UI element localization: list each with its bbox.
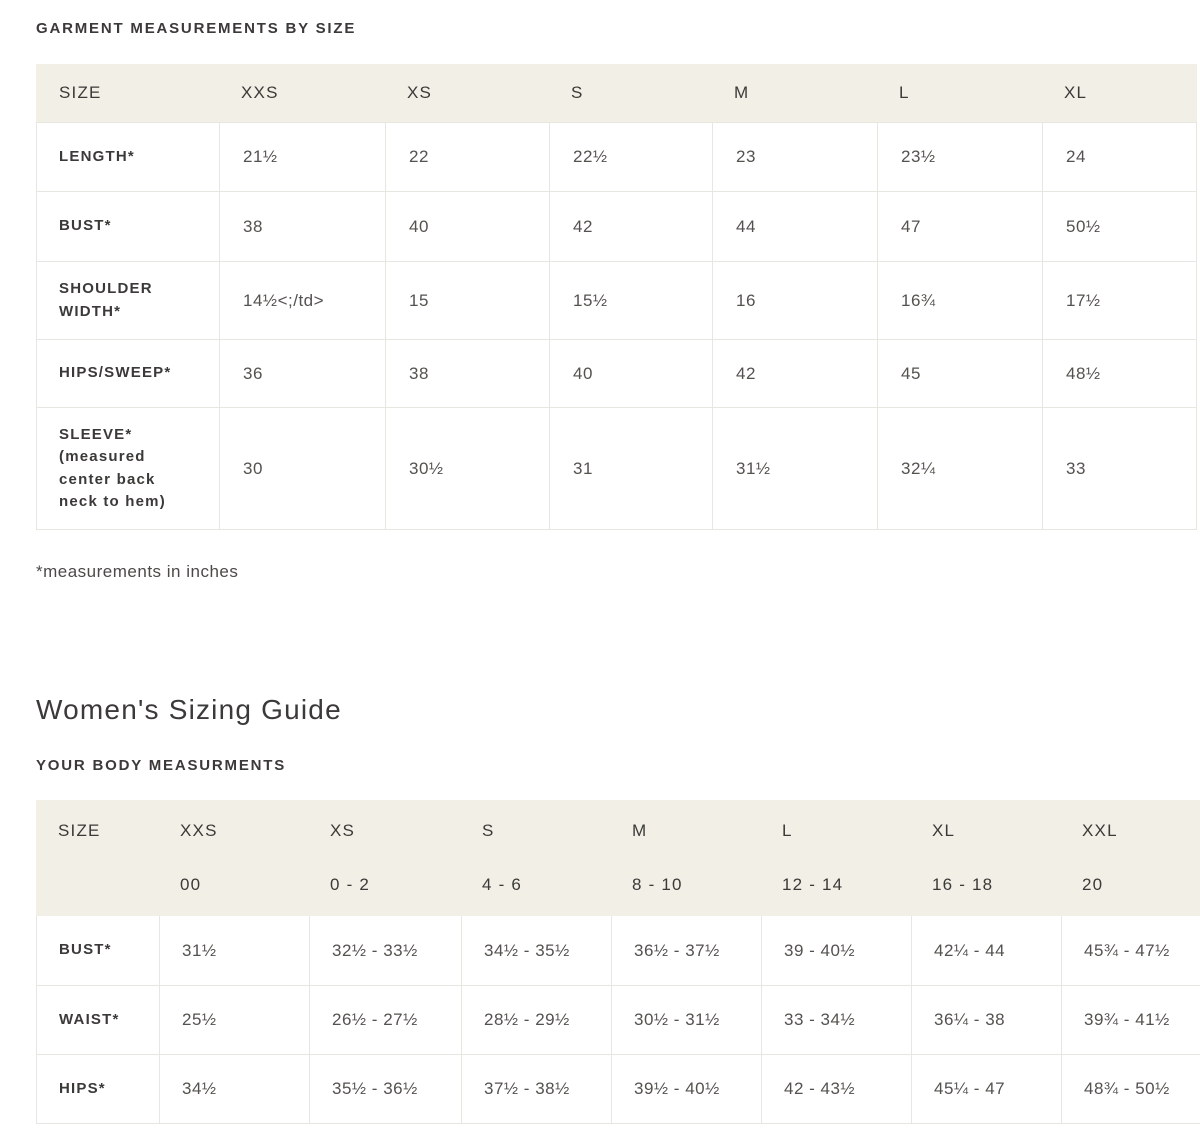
sizing-guide-title: Women's Sizing Guide — [36, 694, 342, 725]
table-cell: 30½ — [385, 408, 549, 529]
garment-table-header-row — [36, 64, 1197, 122]
table-cell: 48¾ - 50½ — [1061, 1055, 1200, 1123]
body-measurements-table — [36, 800, 1200, 1124]
table-cell: 48½ — [1042, 340, 1197, 407]
size-range: 8 - 10 — [632, 875, 683, 894]
table-cell: 33 — [1042, 408, 1197, 529]
table-cell: 22 — [385, 123, 549, 191]
size-range: 4 - 6 — [482, 875, 523, 894]
table-cell: 38 — [219, 192, 385, 261]
body-table-body — [36, 916, 1200, 1124]
row-label-text: BUST* — [59, 217, 112, 235]
row-label — [37, 1055, 159, 1123]
size-label: XL — [932, 821, 956, 840]
row-label — [37, 916, 159, 985]
table-cell: 42 — [549, 192, 712, 261]
column-header-xl — [910, 800, 1060, 916]
row-label-text: LENGTH* — [59, 147, 135, 165]
row-label — [37, 123, 219, 191]
table-cell: 15½ — [549, 262, 712, 339]
size-range: 0 - 2 — [330, 875, 371, 894]
row-label-text: SLEEVE* (measured center back neck to hem) — [59, 425, 166, 510]
table-cell: 23 — [712, 123, 877, 191]
body-measurements-heading: YOUR BODY MEASURMENTS — [36, 757, 287, 774]
table-cell: 35½ - 36½ — [309, 1055, 461, 1123]
row-label — [37, 340, 219, 407]
table-row-hips — [37, 1054, 1200, 1123]
table-cell: 38 — [385, 340, 549, 407]
row-label — [37, 262, 219, 339]
table-cell: 39½ - 40½ — [611, 1055, 761, 1123]
table-cell: 42¼ - 44 — [911, 916, 1061, 985]
table-cell: 50½ — [1042, 192, 1197, 261]
column-header-l — [760, 800, 910, 916]
column-header-s — [460, 800, 610, 916]
table-cell: 42 — [712, 340, 877, 407]
table-cell: 39 - 40½ — [761, 916, 911, 985]
row-label — [37, 192, 219, 261]
table-cell: 14½<;/td> — [219, 262, 385, 339]
table-cell: 30½ - 31½ — [611, 986, 761, 1054]
table-cell: 31 — [549, 408, 712, 529]
table-cell: 44 — [712, 192, 877, 261]
table-cell: 39¾ - 41½ — [1061, 986, 1200, 1054]
row-label-text: SHOULDER WIDTH* — [59, 280, 153, 320]
table-cell: 23½ — [877, 123, 1042, 191]
table-cell: 36½ - 37½ — [611, 916, 761, 985]
table-cell: 22½ — [549, 123, 712, 191]
garment-table-body — [36, 122, 1197, 530]
size-label: L — [782, 821, 793, 840]
table-cell: 17½ — [1042, 262, 1197, 339]
table-cell: 15 — [385, 262, 549, 339]
table-row-bust — [37, 191, 1196, 261]
size-label: XXL — [1082, 821, 1118, 840]
table-row-waist — [37, 985, 1200, 1054]
size-range: 12 - 14 — [782, 875, 844, 894]
table-cell: 30 — [219, 408, 385, 529]
measurements-footnote: *measurements in inches — [36, 562, 239, 581]
column-header-xxs — [158, 800, 308, 916]
body-table-header-row — [36, 800, 1200, 916]
column-header-xs — [308, 800, 460, 916]
table-cell: 37½ - 38½ — [461, 1055, 611, 1123]
table-cell: 31½ — [159, 916, 309, 985]
column-header-s: S — [571, 83, 584, 102]
table-cell: 40 — [549, 340, 712, 407]
column-header-m — [610, 800, 760, 916]
table-cell: 40 — [385, 192, 549, 261]
garment-measurements-heading: GARMENT MEASUREMENTS BY SIZE — [36, 20, 357, 37]
size-range: 00 — [180, 875, 202, 894]
table-cell: 34½ — [159, 1055, 309, 1123]
column-header-xl: XL — [1064, 83, 1088, 102]
row-label — [37, 408, 219, 529]
table-row-shoulder-width — [37, 261, 1196, 339]
table-cell: 16¾ — [877, 262, 1042, 339]
table-cell: 34½ - 35½ — [461, 916, 611, 985]
row-label-text: HIPS* — [59, 1079, 106, 1097]
table-cell: 31½ — [712, 408, 877, 529]
table-row-length — [37, 122, 1196, 191]
size-label: M — [632, 821, 648, 840]
table-cell: 45¾ - 47½ — [1061, 916, 1200, 985]
table-cell: 36 — [219, 340, 385, 407]
size-label: XS — [330, 821, 356, 840]
table-cell: 28½ - 29½ — [461, 986, 611, 1054]
size-range: 20 — [1082, 875, 1104, 894]
garment-measurements-table — [36, 64, 1197, 530]
table-row-hips-sweep — [37, 339, 1196, 407]
column-header-xxs: XXS — [241, 83, 279, 102]
row-label-text: WAIST* — [59, 1010, 120, 1028]
column-header-xs: XS — [407, 83, 433, 102]
table-cell: 47 — [877, 192, 1042, 261]
table-cell: 24 — [1042, 123, 1197, 191]
row-label-text: BUST* — [59, 941, 112, 959]
table-cell: 32½ - 33½ — [309, 916, 461, 985]
column-header-size — [36, 800, 158, 916]
table-row-bust — [37, 916, 1200, 985]
table-cell: 36¼ - 38 — [911, 986, 1061, 1054]
table-cell: 45 — [877, 340, 1042, 407]
table-row-sleeve — [37, 407, 1196, 529]
table-cell: 26½ - 27½ — [309, 986, 461, 1054]
size-range: 16 - 18 — [932, 875, 994, 894]
table-cell: 45¼ - 47 — [911, 1055, 1061, 1123]
table-cell: 21½ — [219, 123, 385, 191]
table-cell: 25½ — [159, 986, 309, 1054]
column-header-xxl — [1060, 800, 1200, 916]
column-header-m: M — [734, 83, 750, 102]
row-label — [37, 986, 159, 1054]
column-header-l: L — [899, 83, 910, 102]
row-label-text: HIPS/SWEEP* — [59, 364, 172, 382]
table-cell: 42 - 43½ — [761, 1055, 911, 1123]
column-header-size: SIZE — [59, 83, 102, 102]
size-label: SIZE — [58, 821, 101, 840]
table-cell: 32¼ — [877, 408, 1042, 529]
size-label: S — [482, 821, 495, 840]
table-cell: 33 - 34½ — [761, 986, 911, 1054]
table-cell: 16 — [712, 262, 877, 339]
size-label: XXS — [180, 821, 218, 840]
